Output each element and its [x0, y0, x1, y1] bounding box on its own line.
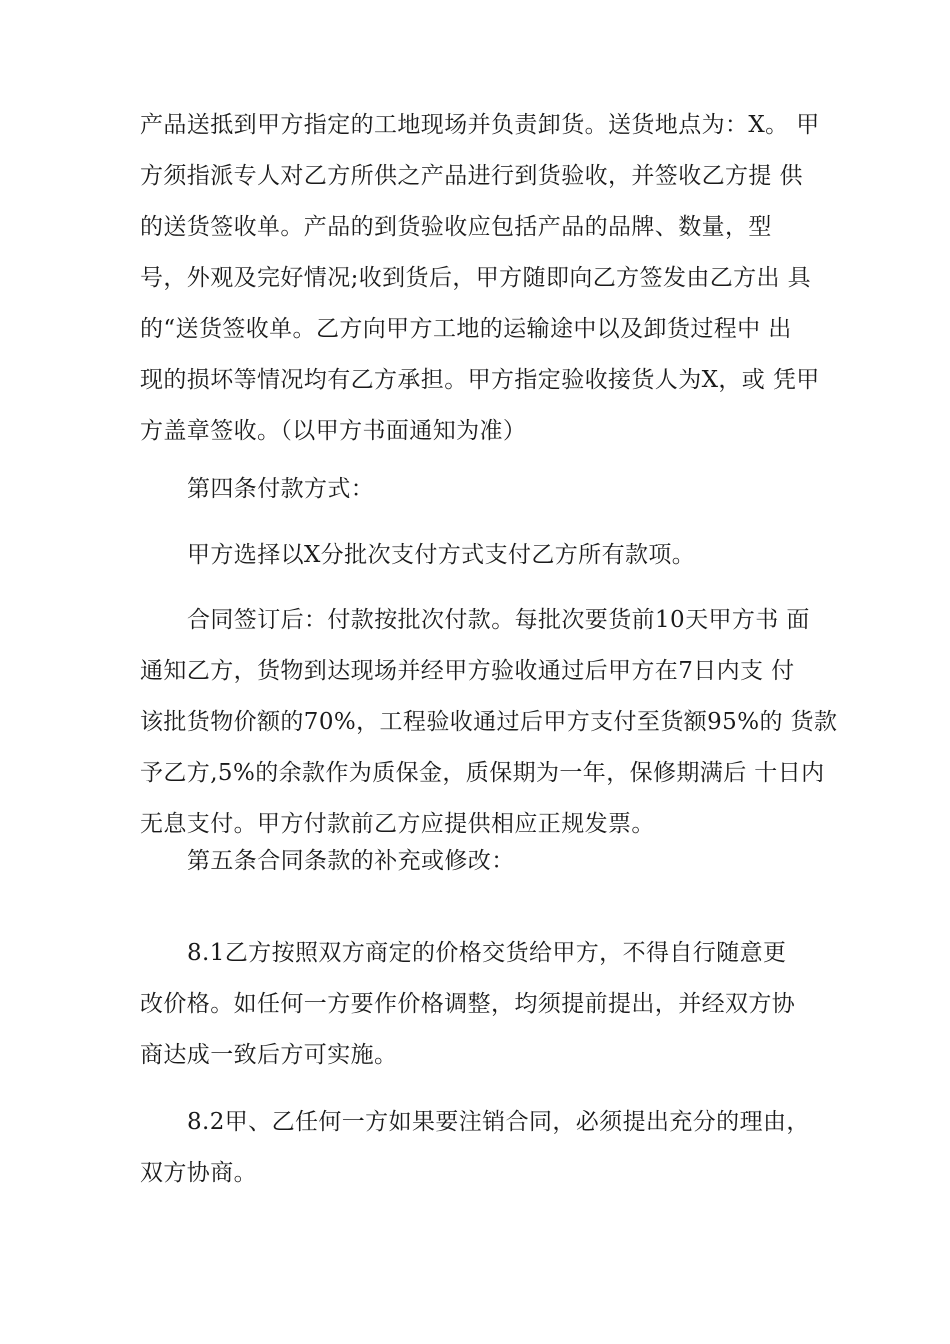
- text-line: 通知乙方，货物到达现场并经甲方验收通过后甲方在7日内支 付: [140, 658, 795, 684]
- text-line: 方须指派专人对乙方所供之产品进行到货验收，并签收乙方提 供: [140, 163, 803, 189]
- text-line: 方盖章签收。（以甲方书面通知为准）: [140, 418, 527, 444]
- text-line: 双方协商。: [140, 1160, 257, 1186]
- article-5-heading: [140, 836, 830, 887]
- paragraph-clause-8-2: [140, 1097, 830, 1199]
- text-line: 8.2甲、乙任何一方如果要注销合同，必须提出充分的理由，: [187, 1109, 810, 1135]
- text-line: 合同签订后：付款按批次付款。每批次要货前10天甲方书 面: [187, 607, 810, 633]
- text-line: 甲方选择以X分批次支付方式支付乙方所有款项。: [187, 542, 696, 568]
- paragraph-clause-8-1: [140, 928, 830, 1081]
- paragraph-delivery-clause: [140, 100, 830, 457]
- text-line: 改价格。如任何一方要作价格调整，均须提前提出，并经双方协: [140, 991, 796, 1017]
- text-line: 予乙方,5%的余款作为质保金，质保期为一年，保修期满后 十日内: [140, 760, 825, 786]
- article-4-heading: [140, 464, 830, 515]
- text-line: 无息支付。甲方付款前乙方应提供相应正规发票。: [140, 811, 655, 837]
- text-line: 的“送货签收单。乙方向甲方工地的运输途中以及卸货过程中 出: [140, 316, 792, 342]
- text-line: 的送货签收单。产品的到货验收应包括产品的品牌、数量，型: [140, 214, 772, 240]
- heading-line: 第五条合同条款的补充或修改：: [187, 848, 515, 874]
- text-line: 现的损坏等情况均有乙方承担。甲方指定验收接货人为X，或 凭甲: [140, 367, 820, 393]
- paragraph-payment-method: [140, 530, 830, 581]
- text-line: 号，外观及完好情况;收到货后，甲方随即向乙方签发由乙方出 具: [140, 265, 812, 291]
- paragraph-payment-terms: [140, 595, 838, 850]
- text-line: 产品送抵到甲方指定的工地现场并负责卸货。送货地点为：X。 甲: [140, 112, 820, 138]
- text-line: 商达成一致后方可实施。: [140, 1042, 398, 1068]
- heading-line: 第四条付款方式：: [187, 476, 375, 502]
- text-line: 该批货物价额的70%，工程验收通过后甲方支付至货额95%的 货款: [140, 709, 838, 735]
- text-line: 8.1乙方按照双方商定的价格交货给甲方，不得自行随意更: [187, 940, 787, 966]
